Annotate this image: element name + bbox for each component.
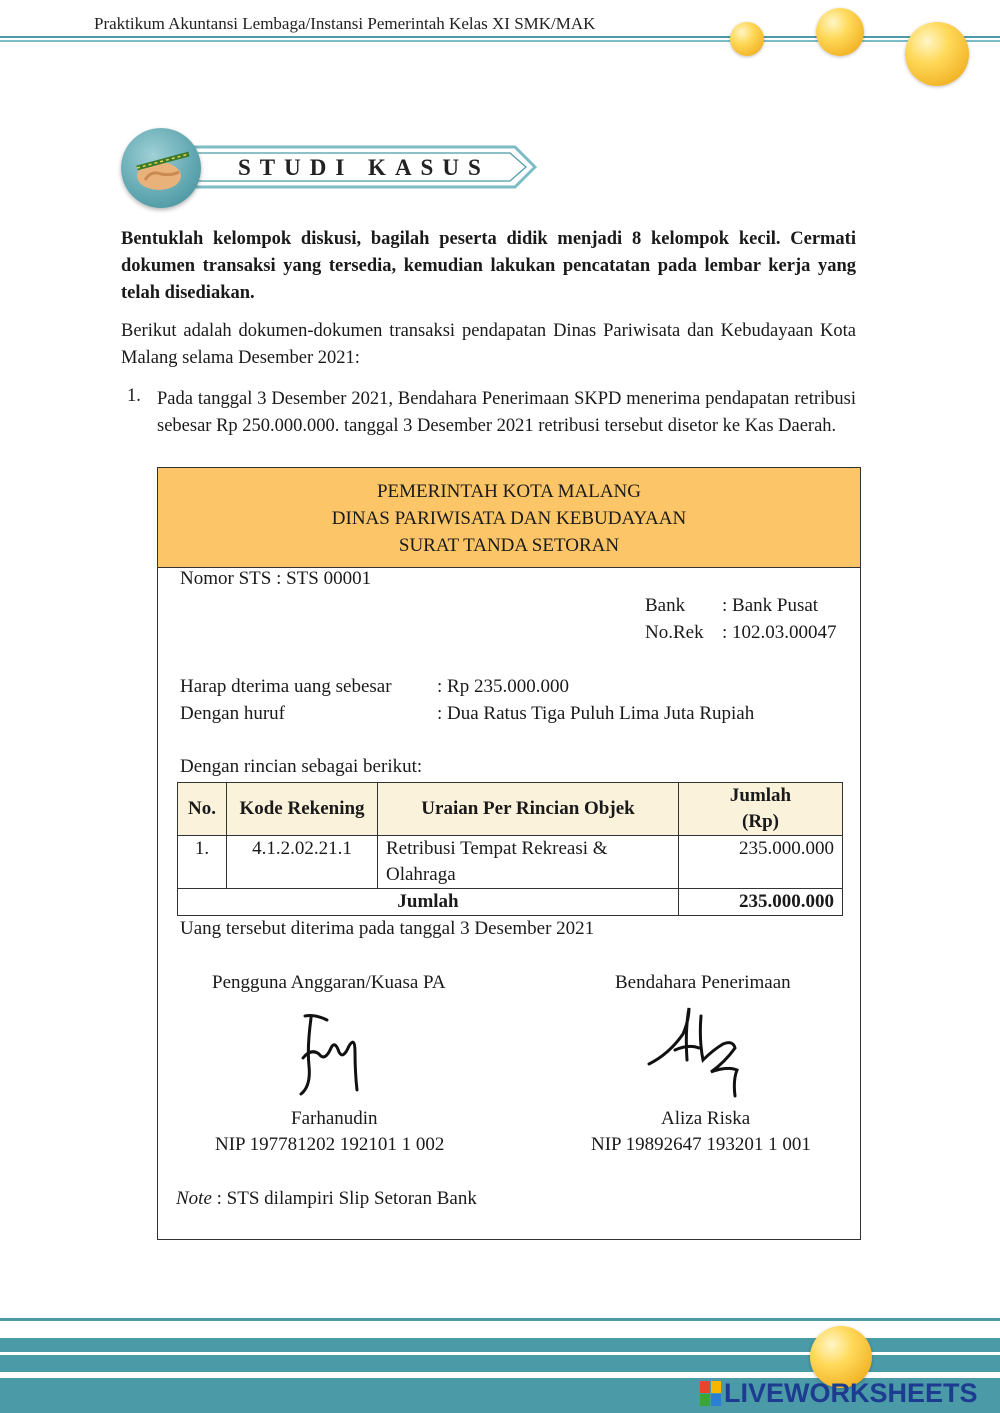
signer-left-title: Pengguna Anggaran/Kuasa PA [212,972,446,993]
sts-number: Nomor STS : STS 00001 [180,568,372,589]
row-no: 1. [178,836,227,889]
norek-label: No.Rek [645,622,704,643]
signer-right-title: Bendahara Penerimaan [615,972,791,993]
col-kode: Kode Rekening [227,783,378,836]
liveworksheets-logo[interactable]: LIVEWORKSHEETS [724,1378,978,1408]
received-date-text: Uang tersebut diterima pada tanggal 3 Desember 2021 [180,918,595,939]
bank-value: : Bank Pusat [722,595,819,616]
row-jumlah: 235.000.000 [679,836,843,889]
norek-value: : 102.03.00047 [722,622,837,643]
col-no: No. [178,783,227,836]
footer-line-top [0,1318,1000,1321]
hand-pencil-icon [121,128,201,208]
signer-right-nip: NIP 19892647 193201 1 001 [591,1134,811,1155]
list-item-text: Pada tanggal 3 Desember 2021, Bendahara Penerimaan SKPD menerima pendapatan retribusi sebesar Rp 250.000.000. tanggal 3 Desember 2021 retribusi tersebut disetor ke Kas Daerah. [157,389,856,436]
sts-header-line1: PEMERINTAH KOTA MALANG [376,481,641,502]
signer-left-name: Farhanudin [291,1108,378,1129]
amount-label: Harap dterima uang sebesar [180,676,392,697]
studi-kasus-label: STUDI KASUS [238,155,490,180]
amount-words-value: : Dua Ratus Tiga Puluh Lima Juta Rupiah [437,703,755,724]
row-kode: 4.1.2.02.21.1 [227,836,378,889]
sts-header [158,468,860,568]
col-uraian: Uraian Per Rincian Objek [378,783,679,836]
sts-header-line3: SURAT TANDA SETORAN [398,535,620,556]
rincian-table [177,782,843,916]
decor-ball-medium [816,8,864,56]
context-paragraph: Berikut adalah dokumen-dokumen transaksi pendapatan Dinas Pariwisata dan Kebudayaan Kota Malang selama Desember 2021: [121,321,856,368]
note-line [176,1188,477,1210]
instruction-paragraph: Bentuklah kelompok diskusi, bagilah peserta didik menjadi 8 kelompok kecil. Cermati dokumen transaksi yang tersedia, kemudian lakukan pencatatan pada lembar kerja yang telah disediakan. [121,229,856,303]
table-header-row [178,783,843,836]
col-jumlah [679,783,843,836]
col-jumlah-line2: (Rp) [742,811,779,832]
table-total-row [178,889,843,916]
decor-ball-small [730,22,764,56]
amount-value: : Rp 235.000.000 [437,676,569,697]
note-text: : STS dilampiri Slip Setoran Bank [211,1188,477,1209]
row-uraian-line1: Retribusi Tempat Rekreasi & [386,838,608,859]
bank-label: Bank [645,595,686,616]
signer-left-nip: NIP 197781202 192101 1 002 [215,1134,445,1155]
page-header-title: Praktikum Akuntansi Lembaga/Instansi Pemerintah Kelas XI SMK/MAK [94,14,596,33]
table-row [178,836,843,889]
signature-right [645,1002,765,1102]
signature-left [285,1008,385,1108]
row-uraian-line2: Olahraga [386,864,456,885]
liveworksheets-icon [700,1381,722,1407]
note-label: Note [176,1188,212,1209]
list-item-number: 1. [127,386,141,406]
total-value: 235.000.000 [679,889,843,916]
total-label: Jumlah [178,889,679,916]
signer-right-name: Aliza Riska [661,1108,751,1129]
col-jumlah-line1: Jumlah [729,785,792,806]
row-uraian [378,836,679,889]
rincian-label: Dengan rincian sebagai berikut: [180,756,423,777]
decor-ball-large [905,22,969,86]
amount-words-label: Dengan huruf [180,703,285,724]
sts-header-line2: DINAS PARIWISATA DAN KEBUDAYAAN [331,508,687,529]
